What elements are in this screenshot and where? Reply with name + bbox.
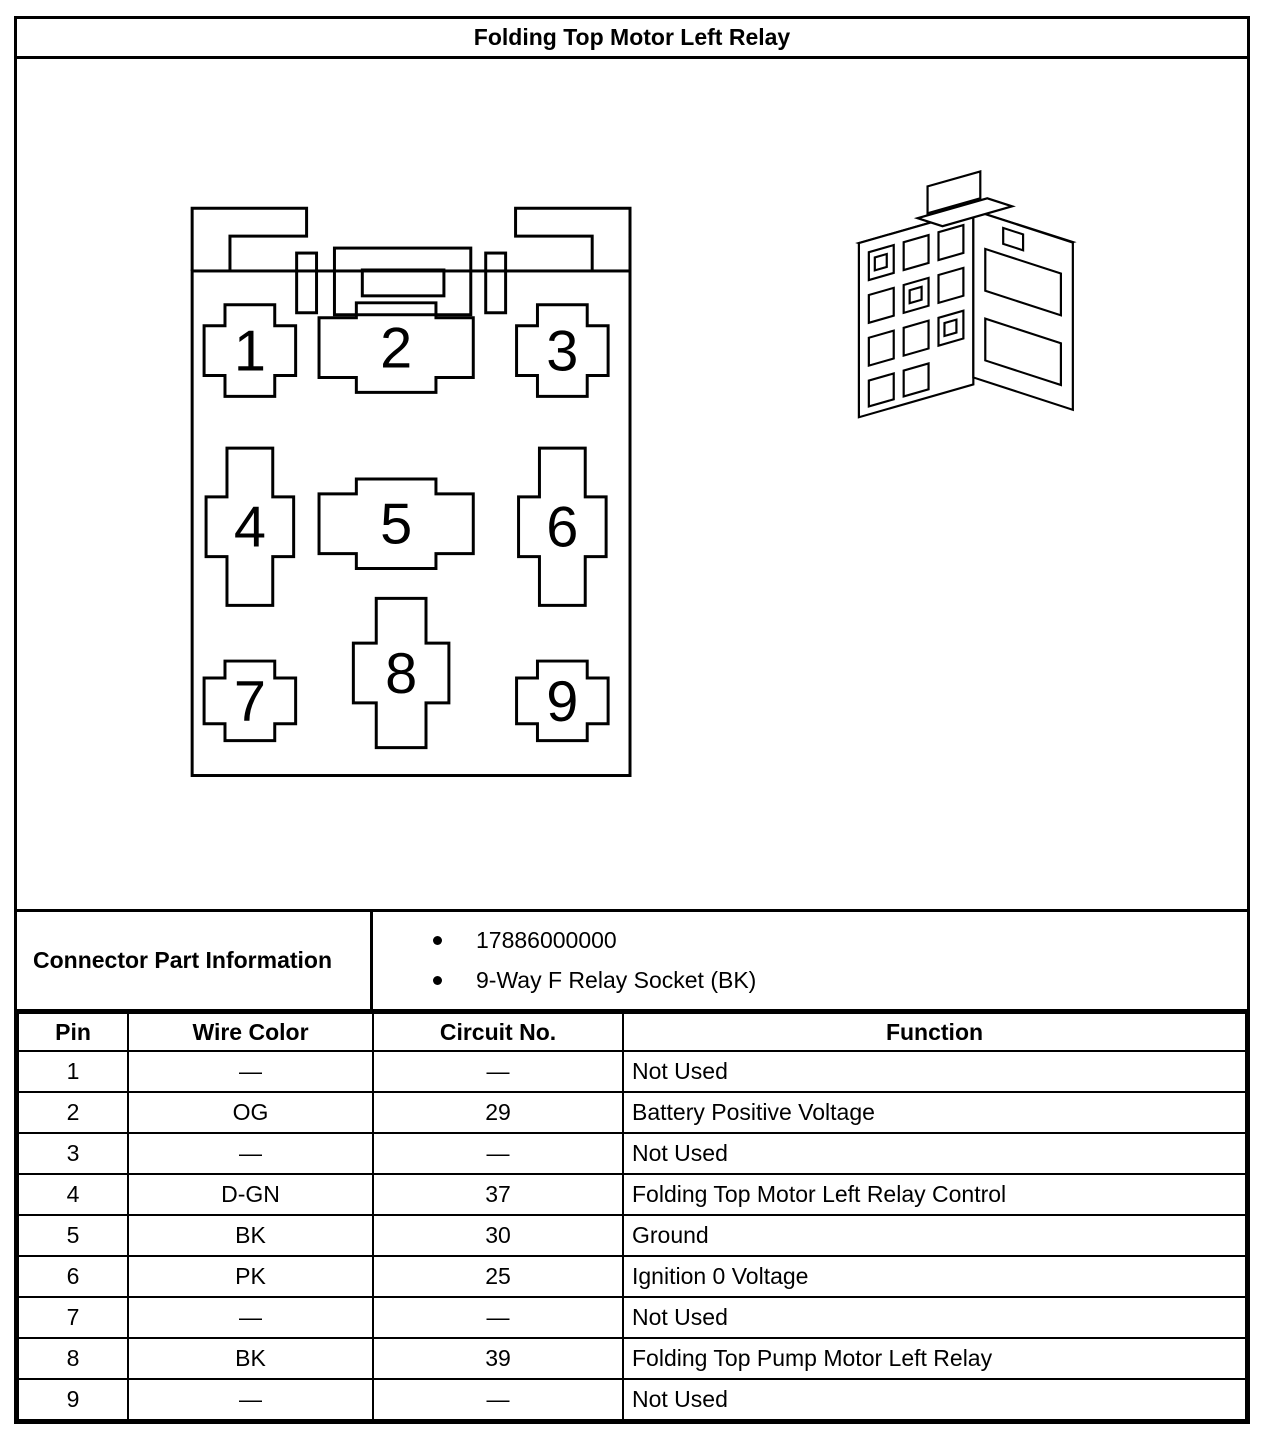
table-cell: — xyxy=(128,1133,373,1174)
table-cell: 29 xyxy=(373,1092,623,1133)
table-cell: OG xyxy=(128,1092,373,1133)
connector-diagram-area xyxy=(17,59,1247,912)
connector-face-drawing xyxy=(192,208,630,775)
table-cell: 25 xyxy=(373,1256,623,1297)
table-cell: BK xyxy=(128,1215,373,1256)
table-row xyxy=(18,1174,1246,1215)
table-cell: Not Used xyxy=(623,1297,1246,1338)
table-cell: — xyxy=(128,1379,373,1420)
table-cell: D-GN xyxy=(128,1174,373,1215)
pin-3-label: 3 xyxy=(546,319,579,384)
iso-left-face xyxy=(859,210,973,417)
connector-type-text: 9-Way F Relay Socket (BK) xyxy=(476,966,757,993)
table-cell: — xyxy=(373,1133,623,1174)
bullet-icon xyxy=(433,936,442,945)
table-row xyxy=(18,1379,1246,1420)
table-cell: 8 xyxy=(18,1338,128,1379)
column-header-pin: Pin xyxy=(18,1013,128,1051)
column-header-function: Function xyxy=(623,1013,1246,1051)
connector-type-item xyxy=(433,960,1247,1000)
table-cell: 9 xyxy=(18,1379,128,1420)
table-row xyxy=(18,1338,1246,1379)
column-header-wire-color: Wire Color xyxy=(128,1013,373,1051)
table-row xyxy=(18,1297,1246,1338)
table-cell: Not Used xyxy=(623,1133,1246,1174)
connector-document xyxy=(14,16,1250,1424)
table-cell: Folding Top Pump Motor Left Relay xyxy=(623,1338,1246,1379)
table-cell: 37 xyxy=(373,1174,623,1215)
part-info-label: Connector Part Information xyxy=(17,912,373,1009)
table-cell: 39 xyxy=(373,1338,623,1379)
table-cell: 5 xyxy=(18,1215,128,1256)
pin-4-label: 4 xyxy=(233,495,266,560)
table-cell: 7 xyxy=(18,1297,128,1338)
table-cell: 3 xyxy=(18,1133,128,1174)
table-row xyxy=(18,1256,1246,1297)
table-cell: — xyxy=(128,1297,373,1338)
connector-part-information-section xyxy=(17,912,1247,1012)
table-cell: — xyxy=(373,1297,623,1338)
table-cell: 6 xyxy=(18,1256,128,1297)
center-latch-inner xyxy=(362,270,444,296)
table-cell: 4 xyxy=(18,1174,128,1215)
part-info-content xyxy=(373,912,1247,1009)
pin-9-label: 9 xyxy=(546,669,579,734)
column-header-circuit-no: Circuit No. xyxy=(373,1013,623,1051)
table-row xyxy=(18,1133,1246,1174)
table-cell: 1 xyxy=(18,1051,128,1092)
table-row xyxy=(18,1051,1246,1092)
right-keyway xyxy=(486,253,506,313)
table-cell: Not Used xyxy=(623,1051,1246,1092)
bullet-icon xyxy=(433,976,442,985)
pin-8-label: 8 xyxy=(385,641,418,706)
connector-isometric-drawing xyxy=(859,171,1073,417)
pin-6-label: 6 xyxy=(546,495,579,560)
pin-7-label: 7 xyxy=(233,669,266,734)
left-mounting-tab xyxy=(192,208,306,271)
table-cell: Ground xyxy=(623,1215,1246,1256)
table-cell: PK xyxy=(128,1256,373,1297)
table-row xyxy=(18,1215,1246,1256)
table-cell: 30 xyxy=(373,1215,623,1256)
part-number-item xyxy=(433,920,1247,960)
table-header-row xyxy=(18,1013,1246,1051)
pin-1-label: 1 xyxy=(233,319,266,384)
table-cell: — xyxy=(128,1051,373,1092)
table-cell: Battery Positive Voltage xyxy=(623,1092,1246,1133)
connector-diagram-svg xyxy=(17,59,1247,909)
table-cell: Ignition 0 Voltage xyxy=(623,1256,1246,1297)
pin-5-label: 5 xyxy=(380,492,413,557)
pin-2-label: 2 xyxy=(380,316,413,381)
table-cell: BK xyxy=(128,1338,373,1379)
table-cell: — xyxy=(373,1051,623,1092)
part-number-text: 17886000000 xyxy=(476,926,617,953)
iso-right-face xyxy=(973,210,1073,410)
table-cell: Folding Top Motor Left Relay Control xyxy=(623,1174,1246,1215)
right-mounting-tab xyxy=(516,208,630,271)
table-cell: — xyxy=(373,1379,623,1420)
pin-function-table xyxy=(17,1012,1247,1421)
table-cell: Not Used xyxy=(623,1379,1246,1420)
left-keyway xyxy=(297,253,317,313)
table-row xyxy=(18,1092,1246,1133)
table-cell: 2 xyxy=(18,1092,128,1133)
pin-cavities xyxy=(204,303,608,748)
table-body xyxy=(18,1051,1246,1420)
page-title: Folding Top Motor Left Relay xyxy=(17,19,1247,59)
